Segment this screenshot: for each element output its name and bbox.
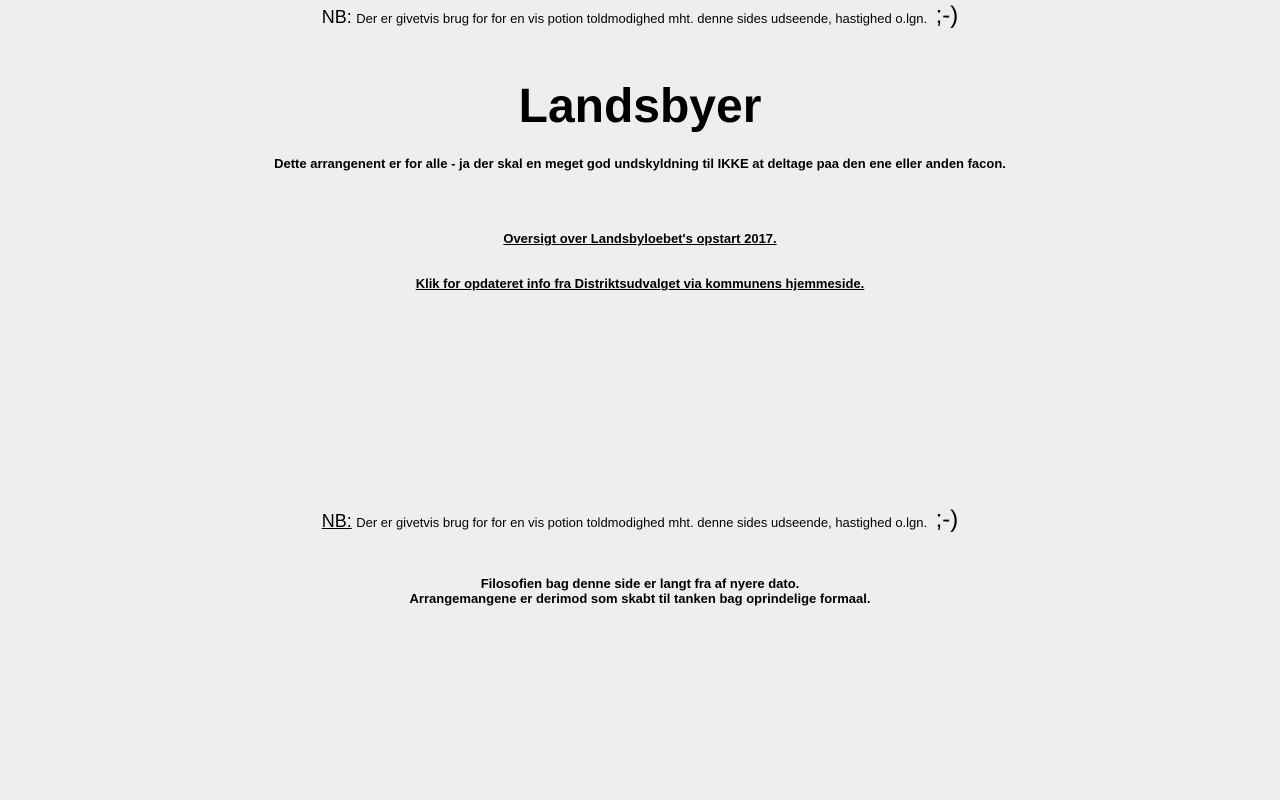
notice-top-label: NB:: [321, 7, 352, 27]
notice-bottom-text: Der er givetvis brug for for en vis potion toldmodighed mht. denne sides udseende, hastighed o.lgn.: [356, 515, 928, 530]
philosophy-line-1: Filosofien bag denne side er langt fra af nyere dato.: [480, 576, 800, 591]
link-row-overview: [0, 231, 1280, 246]
notice-bottom: [0, 506, 1280, 534]
notice-top-smiley: ;-): [935, 2, 959, 29]
notice-bottom-label-link[interactable]: NB:: [321, 511, 352, 531]
page-title: Landsbyer: [518, 80, 762, 133]
philosophy-block: [0, 576, 1280, 606]
overview-link[interactable]: Oversigt over Landsbyloebet's opstart 2017.: [503, 231, 777, 246]
district-info-link[interactable]: Klik for opdateret info fra Distriktsudvalget via kommunens hjemmeside.: [415, 276, 865, 291]
philosophy-line-2: Arrangemangene er derimod som skabt til tanken bag oprindelige formaal.: [409, 591, 871, 606]
notice-top: [0, 2, 1280, 30]
notice-bottom-smiley: ;-): [935, 506, 959, 533]
link-row-district-info: [0, 276, 1280, 291]
notice-top-text: Der er givetvis brug for for en vis potion toldmodighed mht. denne sides udseende, hastighed o.lgn.: [356, 11, 928, 26]
intro-text: Dette arrangenent er for alle - ja der skal en meget god undskyldning til IKKE at deltage paa den ene eller anden facon.: [274, 156, 1006, 171]
